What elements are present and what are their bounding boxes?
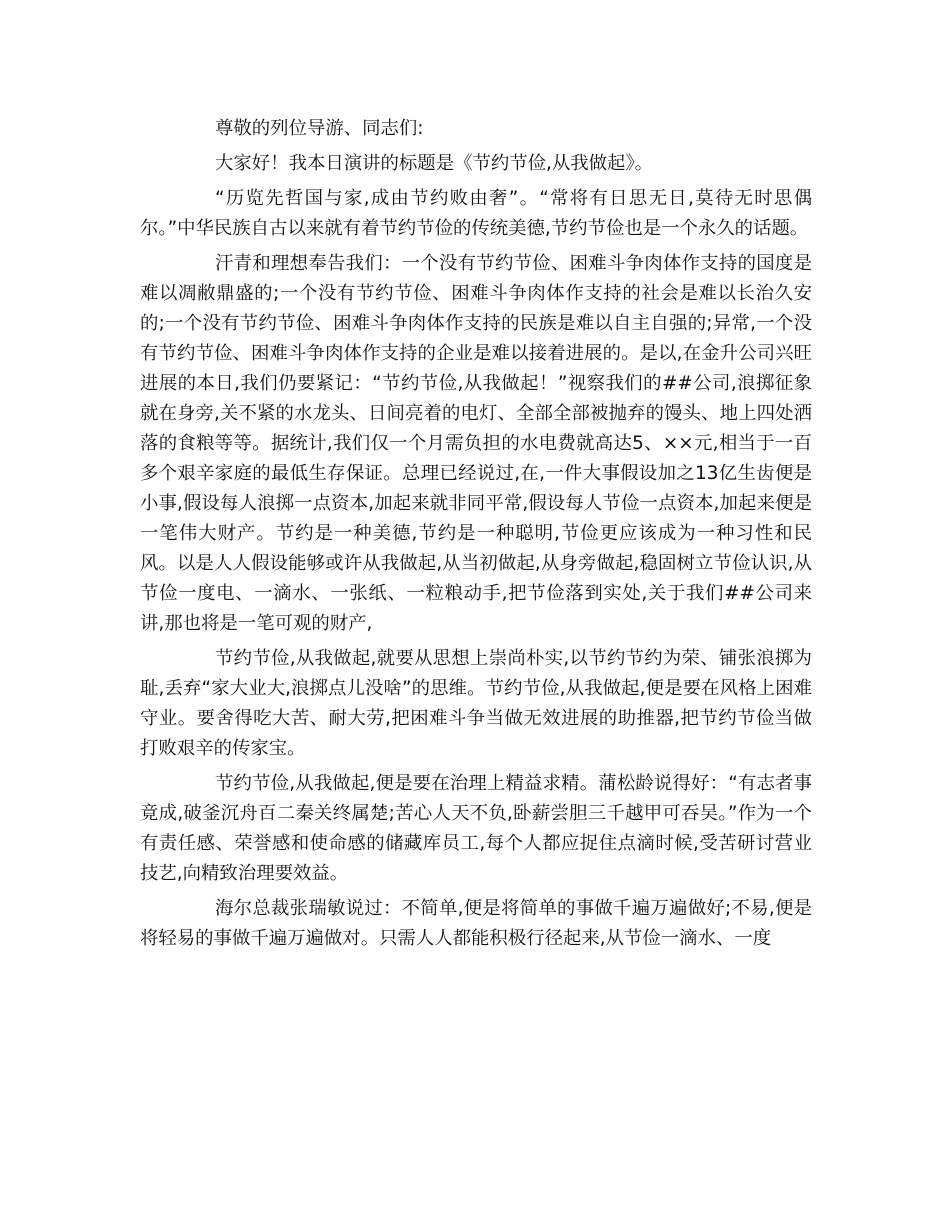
body-paragraph-thought: 节约节俭,从我做起,就要从思想上崇尚朴实,以节约节约为荣、铺张浪掷为耻,丢弃“家大业大,浪掷点儿没啥”的思维。节约节俭,从我做起,便是要在风格上困难守业。要舍得吃大苦、耐大劳,把困难斗争当做无效进展的助推器,把节约节俭当做打败艰辛的传家宝。 [140,648,812,759]
body-paragraph-management: 节约节俭,从我做起,便是要在治理上精益求精。蒲松龄说得好：“有志者事竟成,破釜沉舟百二秦关终属楚;苦心人天不负,卧薪尝胆三千越甲可吞吴。”作为一个有责任感、荣誉感和使命感的储藏库员工,每个人都应捉住点滴时候,受苦研讨营业技艺,向精致治理要效益。 [140,773,812,884]
document-body [140,114,812,959]
greeting-paragraph: 大家好！我本日演讲的标题是《节约节俭,从我做起》。 [215,153,654,174]
body-paragraph-haier: 海尔总裁张瑞敏说过：不简单,便是将简单的事做千遍万遍做好;不易,便是将轻易的事做千遍万遍做对。只需人人都能积极行径起来,从节俭一滴水、一度 [140,898,812,949]
body-paragraph-history: 汗青和理想奉告我们：一个没有节约节俭、困难斗争肉体作支持的国度是难以凋敝鼎盛的;一个没有节约节俭、困难斗争肉体作支持的社会是难以长治久安的;一个没有节约节俭、困难斗争肉体作支持的民族是难以自主自强的;异常,一个没有节约节俭、困难斗争肉体作支持的企业是难以接着进展的。是以,在金升公司兴旺进展的本日,我们仍要紧记：“节约节俭,从我做起！”视察我们的##公司,浪掷征象就在身旁,关不紧的水龙头、日间亮着的电灯、全部全部被抛弃的馒头、地上四处洒落的食粮等等。据统计,我们仅一个月需负担的水电费就高达5、××元,相当于一百多个艰辛家庭的最低生存保证。总理已经说过,在,一件大事假设加之13亿生齿便是小事,假设每人浪掷一点资本,加起来就非同平常,假设每人节俭一点资本,加起来便是一笔伟大财产。节约是一种美德,节约是一种聪明,节俭更应该成为一种习性和民风。以是人人假设能够或许从我做起,从当初做起,从身旁做起,稳固树立节俭认识,从节俭一度电、一滴水、一张纸、一粒粮动手,把节俭落到实处,关于我们##公司来讲,那也将是一笔可观的财产, [140,253,812,634]
salutation: 尊敬的列位导游、同志们: [215,118,424,139]
quote-paragraph: “历览先哲国与家,成由节约败由奢”。“常将有日思无日,莫待无时思偶尔。”中华民族自古以来就有着节约节俭的传统美德,节约节俭也是一个永久的话题。 [140,188,812,239]
